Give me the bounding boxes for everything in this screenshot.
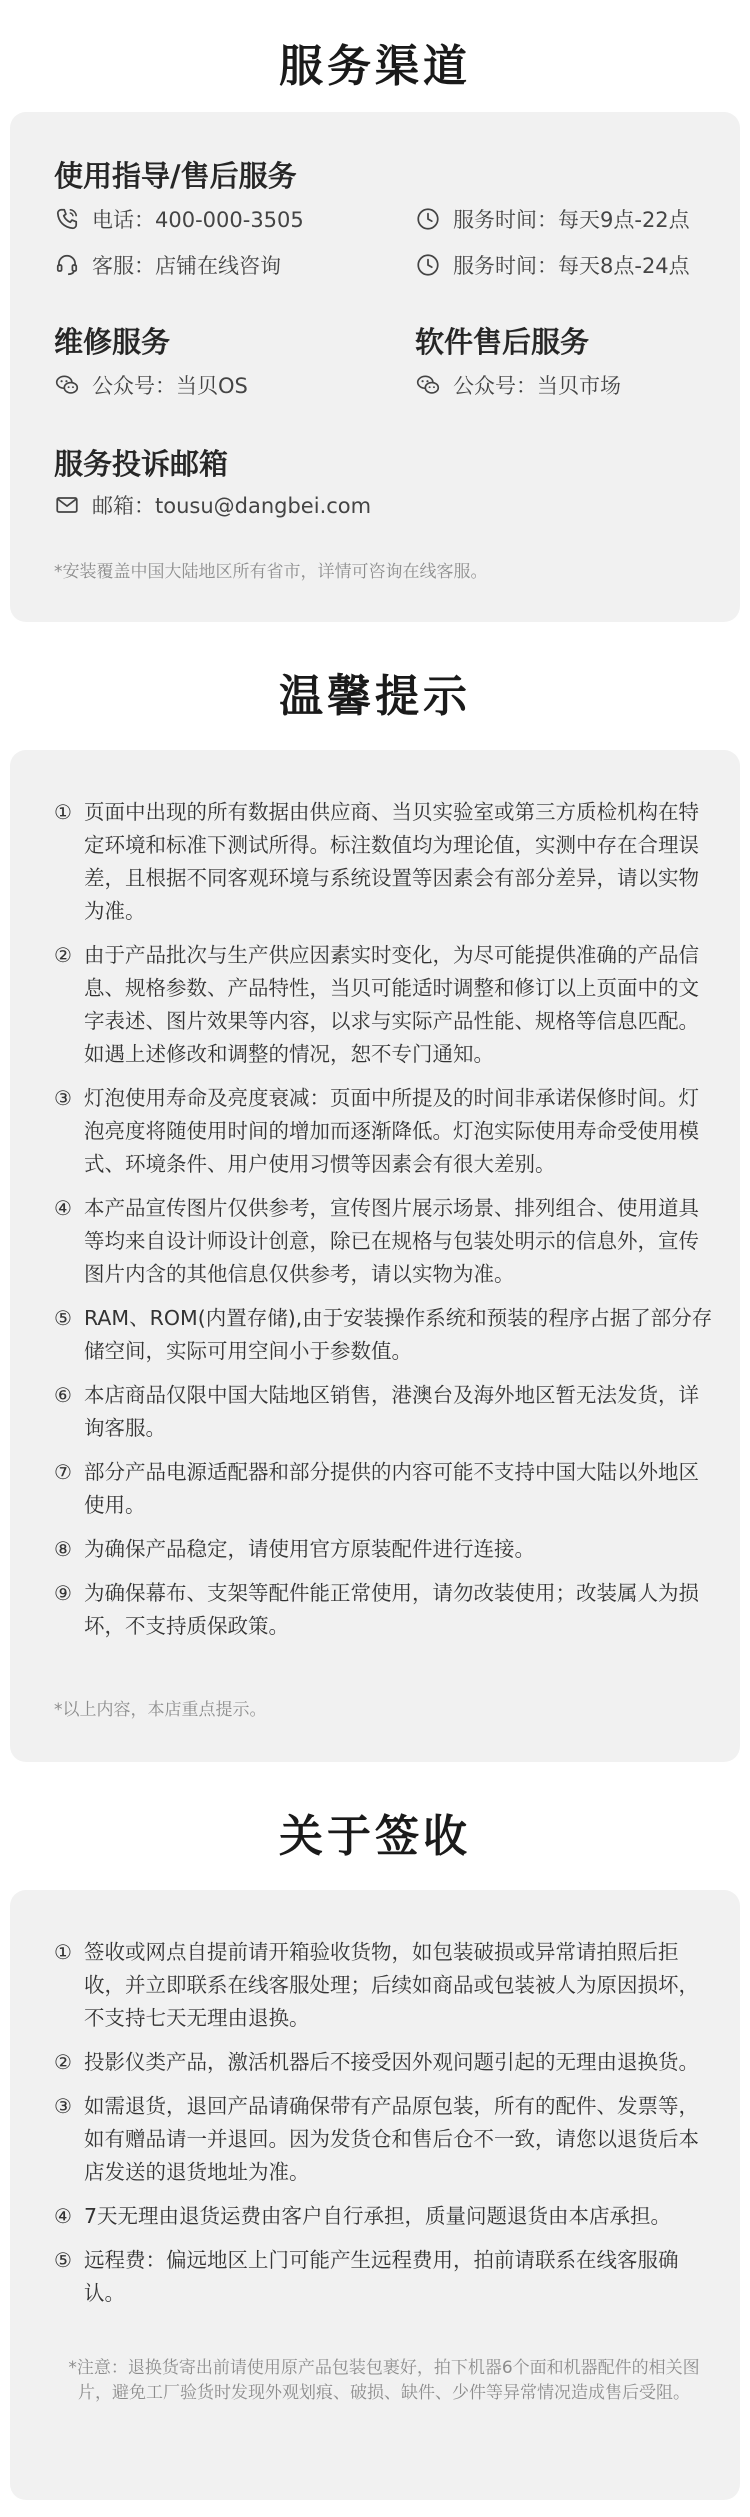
item-text: 签收或网点自提前请开箱验收货物，如包装破损或异常请拍照后拒收，并立即联系在线客服处理；后续如商品或包装被人为原因损坏，不支持七天无理由退换。: [84, 1940, 699, 2030]
service-card: [10, 112, 740, 622]
item-number: ④: [54, 2204, 72, 2228]
item-text: 如需退货，退回产品请确保带有产品原包装，所有的配件、发票等，如有赠品请一并退回。因为发货仓和售后仓不一致，请您以退货后本店发送的退货地址为准。: [84, 2094, 699, 2184]
wechat-icon: [415, 372, 441, 398]
item-number: ⑤: [54, 2248, 72, 2272]
list-item: [54, 1577, 714, 1643]
item-text: 为确保产品稳定，请使用官方原装配件进行连接。: [84, 1537, 535, 1561]
tips-card: [10, 750, 740, 1762]
software-wechat-info: [415, 370, 621, 400]
list-item: [54, 1302, 714, 1368]
service-note: *安装覆盖中国大陆地区所有省市，详情可咨询在线客服。: [54, 562, 488, 582]
list-item: [54, 939, 714, 1071]
list-item: [54, 1082, 714, 1181]
item-text: 部分产品电源适配器和部分提供的内容可能不支持中国大陆以外地区使用。: [84, 1460, 699, 1517]
phone-info: [54, 204, 304, 234]
repair-heading: 维修服务: [54, 325, 171, 359]
tips-list: [54, 796, 714, 1654]
email-text: 邮箱：tousu@dangbei.com: [92, 494, 372, 518]
tips-title: 温馨提示: [279, 671, 471, 722]
tips-note: *以上内容，本店重点提示。: [54, 1700, 267, 1720]
guide-heading: 使用指导/售后服务: [54, 159, 297, 193]
item-text: 本产品宣传图片仅供参考，宣传图片展示场景、排列组合、使用道具等均来自设计师设计创意，除已在规格与包装处明示的信息外，宣传图片内含的其他信息仅供参考，请以实物为准。: [84, 1196, 699, 1286]
receipt-list: [54, 1936, 714, 2321]
list-item: [54, 1192, 714, 1291]
phone-hours-info: [415, 204, 690, 234]
list-item: [54, 2090, 714, 2189]
wechat-icon: [54, 372, 80, 398]
receipt-card: [10, 1890, 740, 2500]
phone-text: 电话：400-000-3505: [92, 208, 304, 232]
item-number: ⑥: [54, 1383, 72, 1407]
item-number: ④: [54, 1196, 72, 1220]
item-number: ③: [54, 1086, 72, 1110]
clock-icon: [415, 206, 441, 232]
repair-wechat-info: [54, 370, 248, 400]
item-text: RAM、ROM(内置存储),由于安装操作系统和预装的程序占据了部分存储空间，实际可用空间小于参数值。: [84, 1306, 713, 1363]
list-item: [54, 796, 714, 928]
headset-icon: [54, 252, 80, 278]
item-number: ①: [54, 1940, 72, 1964]
phone-hours-text: 服务时间：每天9点-22点: [453, 208, 690, 232]
online-hours-text: 服务时间：每天8点-24点: [453, 254, 690, 278]
mail-icon: [54, 492, 80, 518]
phone-icon: [54, 206, 80, 232]
item-number: ⑨: [54, 1581, 72, 1605]
item-number: ①: [54, 800, 72, 824]
receipt-title: 关于签收: [279, 1811, 471, 1862]
item-text: 投影仪类产品，激活机器后不接受因外观问题引起的无理由退换货。: [84, 2050, 699, 2074]
item-text: 远程费：偏远地区上门可能产生远程费用，拍前请联系在线客服确认。: [84, 2248, 679, 2305]
item-number: ⑦: [54, 1460, 72, 1484]
item-number: ⑤: [54, 1306, 72, 1330]
online-info: [54, 250, 281, 280]
item-number: ⑧: [54, 1537, 72, 1561]
list-item: [54, 1533, 714, 1566]
item-text: 本店商品仅限中国大陆地区销售，港澳台及海外地区暂无法发货，详询客服。: [84, 1383, 699, 1440]
item-text: 灯泡使用寿命及亮度衰减：页面中所提及的时间非承诺保修时间。灯泡亮度将随使用时间的增加而逐渐降低。灯泡实际使用寿命受使用模式、环境条件、用户使用习惯等因素会有很大差别。: [84, 1086, 699, 1176]
software-wechat-text: 公众号：当贝市场: [453, 374, 621, 398]
online-hours-info: [415, 250, 690, 280]
item-number: ②: [54, 2050, 72, 2074]
clock-icon: [415, 252, 441, 278]
list-item: [54, 2244, 714, 2310]
item-text: 由于产品批次与生产供应因素实时变化，为尽可能提供准确的产品信息、规格参数、产品特性，当贝可能适时调整和修订以上页面中的文字表述、图片效果等内容，以求与实际产品性能、规格等信息匹配。如遇上述修改和调整的情况，恕不专门通知。: [84, 943, 699, 1066]
list-item: [54, 1379, 714, 1445]
email-info: [54, 490, 371, 520]
list-item: [54, 1456, 714, 1522]
service-title: 服务渠道: [279, 41, 471, 92]
receipt-note: *注意：退换货寄出前请使用原产品包装包裹好，拍下机器6个面和机器配件的相关图片，避免工厂验货时发现外观划痕、破损、缺件、少件等异常情况造成售后受阻。: [68, 2358, 700, 2403]
software-heading: 软件售后服务: [415, 325, 590, 359]
item-text: 为确保幕布、支架等配件能正常使用，请勿改装使用；改装属人为损坏，不支持质保政策。: [84, 1581, 699, 1638]
complaint-heading: 服务投诉邮箱: [54, 447, 229, 481]
list-item: [54, 1936, 714, 2035]
item-number: ③: [54, 2094, 72, 2118]
repair-wechat-text: 公众号：当贝OS: [92, 374, 248, 398]
list-item: [54, 2200, 714, 2233]
item-text: 页面中出现的所有数据由供应商、当贝实验室或第三方质检机构在特定环境和标准下测试所得。标注数值均为理论值，实测中存在合理误差，且根据不同客观环境与系统设置等因素会有部分差异，请以实物为准。: [84, 800, 699, 923]
item-number: ②: [54, 943, 72, 967]
item-text: 7天无理由退货运费由客户自行承担，质量问题退货由本店承担。: [84, 2204, 672, 2228]
online-text: 客服：店铺在线咨询: [92, 254, 281, 278]
list-item: [54, 2046, 714, 2079]
